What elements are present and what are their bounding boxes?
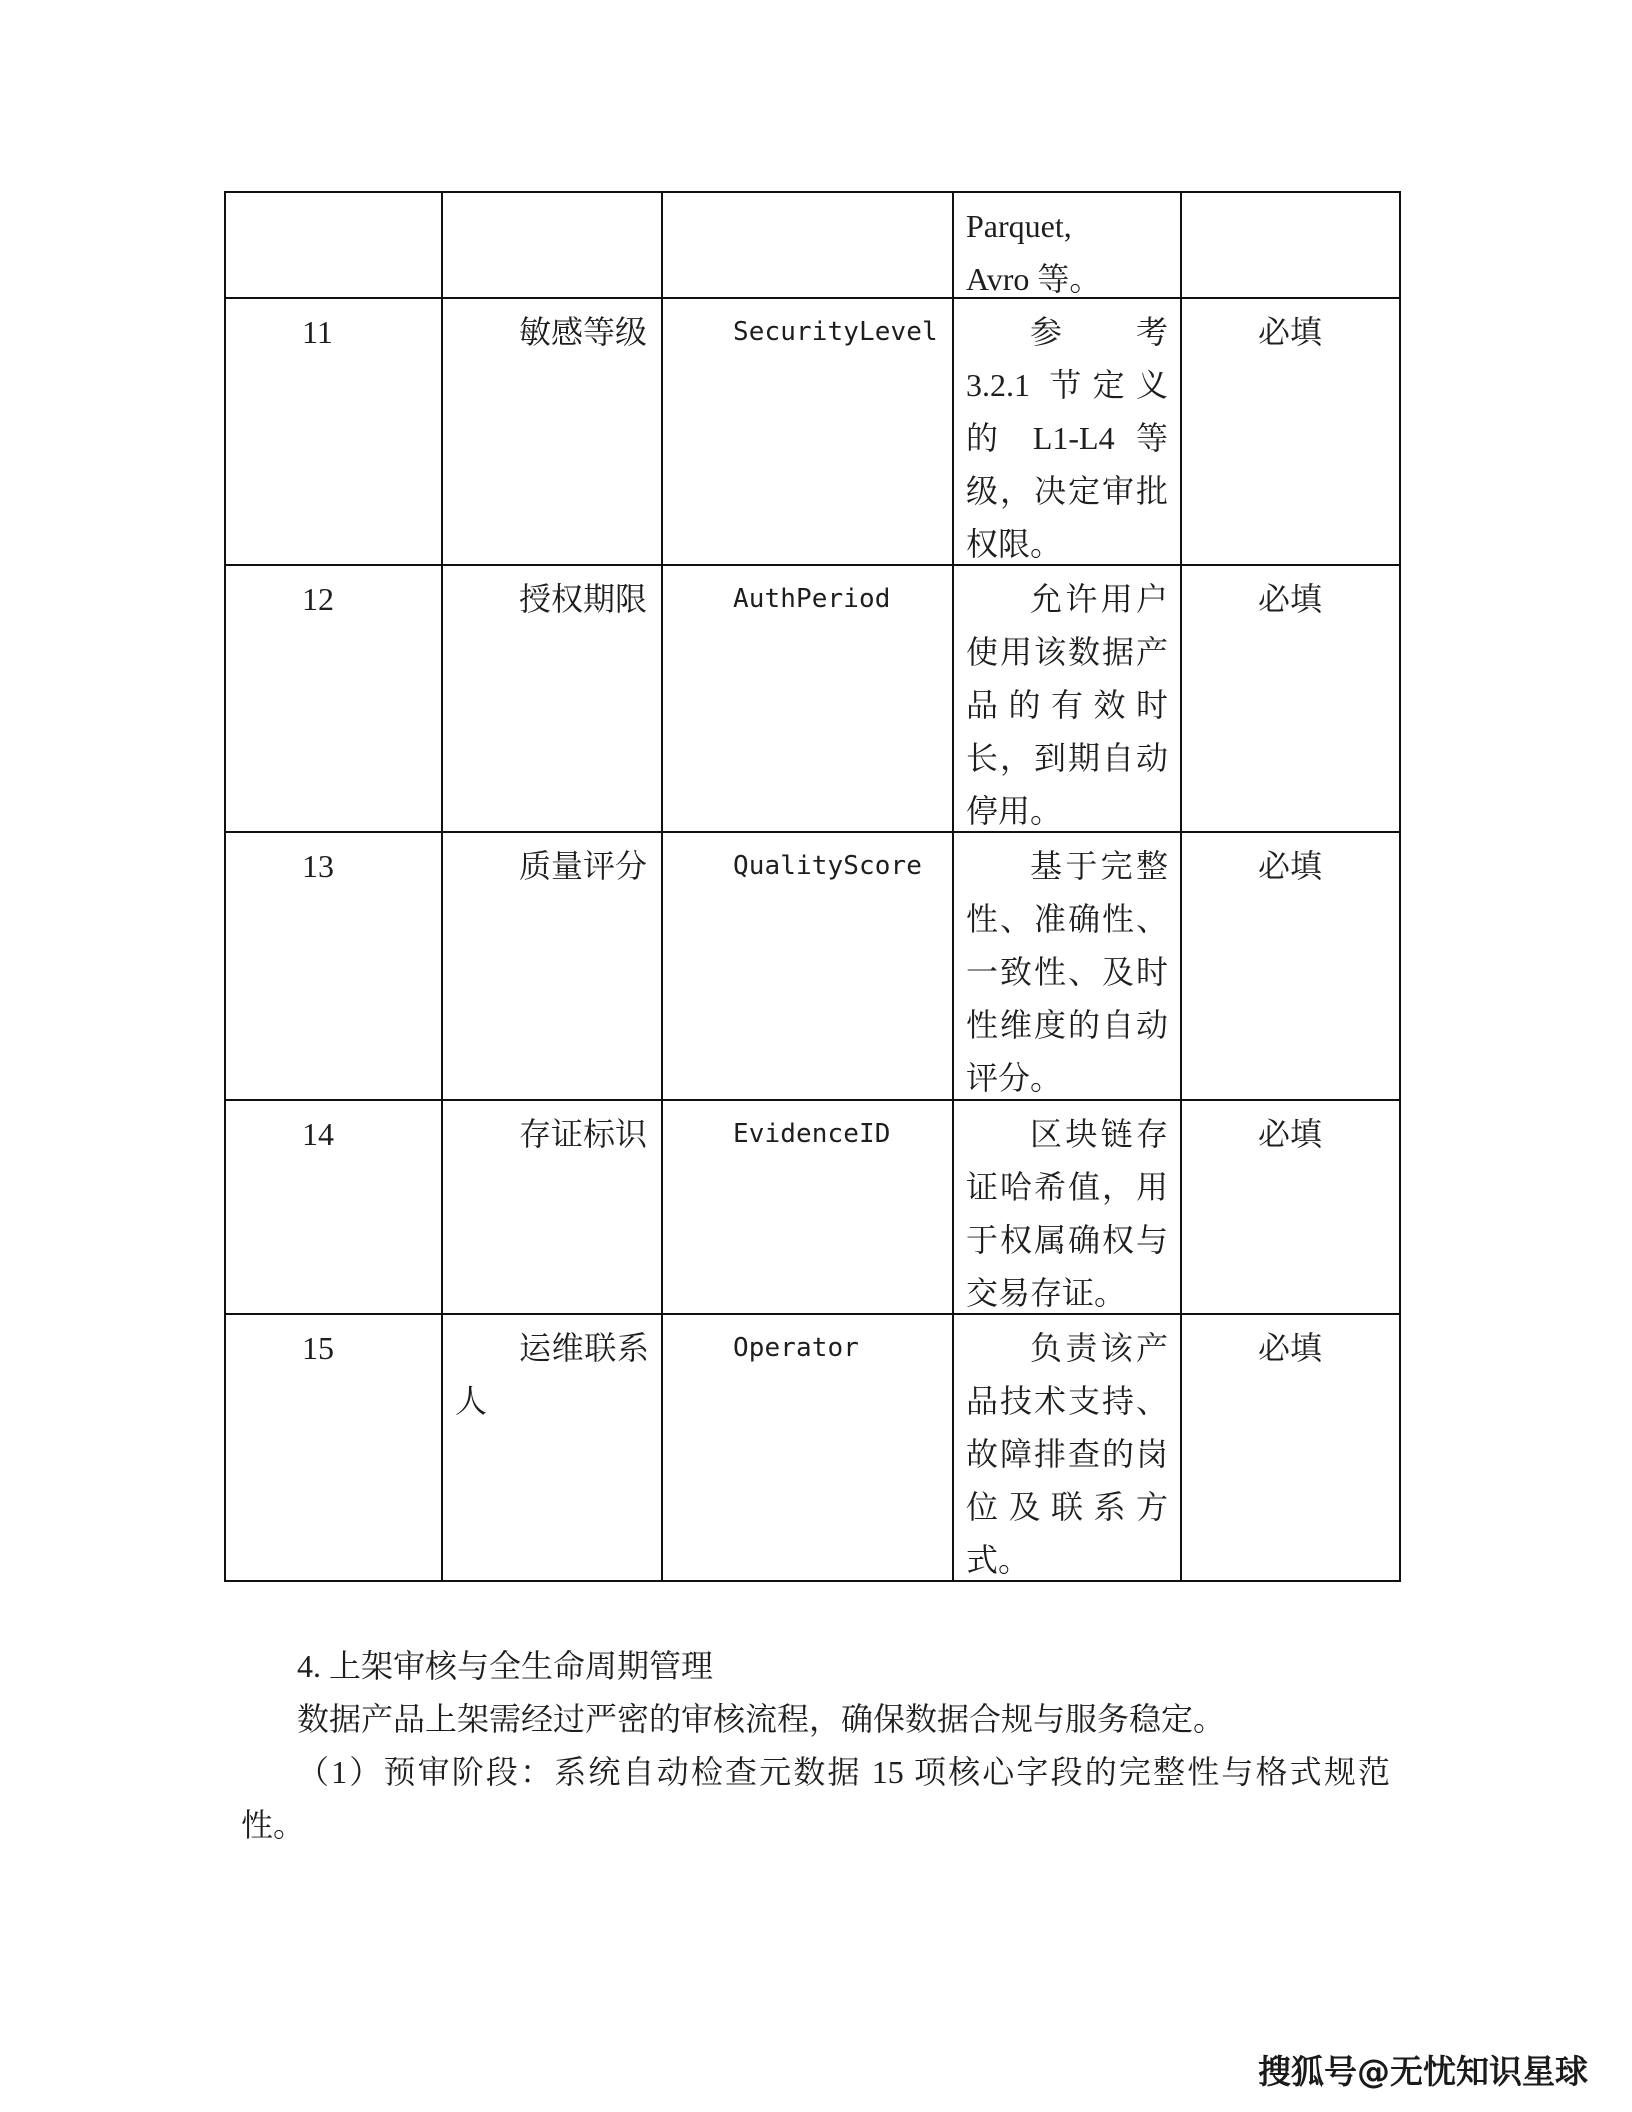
description-line: 的 L1-L4 等 [966, 420, 1168, 456]
cell-description [954, 1315, 1182, 1582]
cell-description [954, 1101, 1182, 1315]
description-line: 故障排查的岗 [966, 1436, 1168, 1472]
cell-field-name [443, 566, 663, 833]
required-flag: 必填 [1258, 1116, 1323, 1152]
cell-field-name [443, 1101, 663, 1315]
cell-required [1182, 833, 1401, 1101]
intro-paragraph: 数据产品上架需经过严密的审核流程，确保数据合规与服务稳定。 [297, 1701, 1226, 1737]
cell-description [954, 566, 1182, 833]
required-flag: 必填 [1258, 848, 1323, 884]
description-line: 性、准确性、 [966, 901, 1168, 937]
required-flag: 必填 [1258, 581, 1323, 617]
cell-field-name [443, 1315, 663, 1582]
step1-paragraph-line: 性。 [241, 1807, 306, 1843]
cell-description [954, 193, 1182, 299]
description-line: 证哈希值，用 [966, 1169, 1168, 1205]
description-line: 基于完整 [1030, 848, 1168, 884]
description-line: 性维度的自动 [966, 1007, 1168, 1043]
description-line: 一致性、及时 [966, 954, 1168, 990]
row-number: 15 [302, 1330, 334, 1366]
cell-field-code [663, 299, 954, 566]
body-text [241, 1640, 1390, 1852]
cell-description [954, 299, 1182, 566]
description-line: 评分。 [966, 1060, 1063, 1096]
cell-number [226, 833, 443, 1101]
description-line: 权限。 [966, 526, 1063, 562]
watermark-text: 搜狐号@无忧知识星球 [1258, 2052, 1588, 2091]
field-name-line: 人 [455, 1383, 488, 1419]
field-name-line: 敏感等级 [519, 314, 648, 350]
field-code: SecurityLevel [733, 317, 938, 347]
description-line: 交易存证。 [966, 1275, 1127, 1311]
description-line: 负责该产 [1030, 1330, 1168, 1366]
field-code: Operator [733, 1333, 860, 1363]
description-line: 区块链存 [1030, 1116, 1168, 1152]
field-name-line: 授权期限 [519, 581, 648, 617]
section-heading: 4. 上架审核与全生命周期管理 [297, 1648, 714, 1684]
cell-number [226, 1101, 443, 1315]
description-line: 位及联系方 [966, 1489, 1168, 1525]
cell-number [226, 193, 443, 299]
cell-required [1182, 566, 1401, 833]
description-line: 3.2.1 节定义 [966, 367, 1168, 403]
description-line: 级，决定审批 [966, 473, 1168, 509]
cell-required [1182, 299, 1401, 566]
description-line: 停用。 [966, 793, 1063, 829]
field-code: EvidenceID [733, 1119, 891, 1149]
description-line: Parquet, [966, 208, 1072, 244]
cell-field-code [663, 566, 954, 833]
cell-field-name [443, 193, 663, 299]
row-number: 14 [302, 1116, 334, 1152]
cell-field-name [443, 299, 663, 566]
row-number: 12 [302, 581, 334, 617]
cell-number [226, 1315, 443, 1582]
row-number: 11 [302, 314, 333, 350]
cell-field-name [443, 833, 663, 1101]
cell-number [226, 299, 443, 566]
step1-paragraph-line: （1）预审阶段：系统自动检查元数据 15 项核心字段的完整性与格式规范 [297, 1754, 1390, 1790]
description-line: Avro 等。 [966, 261, 1102, 297]
cell-required [1182, 1101, 1401, 1315]
description-line: 参考 [1030, 314, 1168, 350]
cell-required [1182, 193, 1401, 299]
description-line: 使用该数据产 [966, 634, 1168, 670]
cell-number [226, 566, 443, 833]
field-name-line: 存证标识 [519, 1116, 648, 1152]
cell-required [1182, 1315, 1401, 1582]
field-name-line: 运维联系 [519, 1330, 649, 1366]
cell-field-code [663, 1315, 954, 1582]
field-code: QualityScore [733, 851, 923, 881]
field-code: AuthPeriod [733, 584, 891, 614]
cell-field-code [663, 193, 954, 299]
cell-description [954, 833, 1182, 1101]
description-line: 品技术支持、 [966, 1383, 1168, 1419]
description-line: 允许用户 [1030, 581, 1168, 617]
field-name-line: 质量评分 [519, 848, 648, 884]
required-flag: 必填 [1258, 314, 1323, 350]
description-line: 于权属确权与 [966, 1222, 1168, 1258]
description-line: 式。 [966, 1542, 1031, 1578]
row-number: 13 [302, 848, 334, 884]
metadata-field-table [224, 191, 1401, 1582]
description-line: 品的有效时 [966, 687, 1168, 723]
cell-field-code [663, 1101, 954, 1315]
cell-field-code [663, 833, 954, 1101]
description-line: 长，到期自动 [966, 740, 1168, 776]
required-flag: 必填 [1258, 1330, 1323, 1366]
